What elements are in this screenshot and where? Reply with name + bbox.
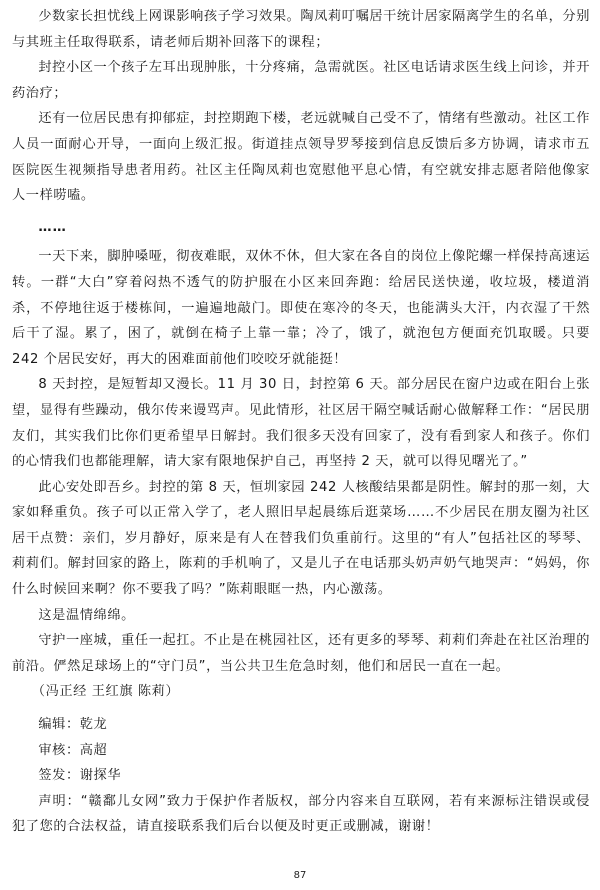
credits-block <box>12 712 590 840</box>
editor-credit: 编辑：乾龙 <box>38 717 108 732</box>
section-ellipsis: …… <box>38 219 67 235</box>
copyright-statement: 声明：“赣鄱儿女网”致力于保护作者版权，部分内容来自互联网，若有来源标注错误或侵犯了您的合法权益，请直接联系我们后台以便及时更正或删减，谢谢！ <box>12 793 590 835</box>
reviewer-credit: 审核：高超 <box>38 742 108 758</box>
article-paragraph: 守护一座城，重任一起扛。不止是在桃园社区，还有更多的琴琴、莉莉们奔赴在社区治理的前沿。俨然足球场上的“守门员”，当公共卫生危急时刻，他们和居民一直在一起。 <box>12 633 590 674</box>
article-paragraph: 少数家长担忧线上网课影响孩子学习效果。陶凤莉叮嘱居干统计居家隔离学生的名单，分别与其班主任取得联系，请老师后期补回落下的课程； <box>12 9 590 50</box>
article-paragraph: 此心安处即吾乡。封控的第 8 天，恒圳家园 242 人核酸结果都是阴性。解封的那一刻，大家如释重负。孩子可以正常入学了，老人照旧早起晨练后逛菜场……不少居民在朋友圈为社区居干点赞：亲们，岁月静好，原来是有人在替我们负重前行。这里的“有人”包括社区的琴琴、莉莉们。解封回家的路上，陈莉的手机响了，又是儿子在电话那头奶声奶气地哭声：“妈妈，你什么时候回来啊？你不要我了吗？”陈莉眼眶一热，内心激荡。 <box>12 479 590 598</box>
article-paragraph: 封控小区一个孩子左耳出现肿胀，十分疼痛，急需就医。社区电话请求医生线上问诊，并开药治疗； <box>12 60 590 101</box>
article-paragraph: 8 天封控，是短暂却又漫长。11 月 30 日，封控第 6 天。部分居民在窗户边或在阳台上张望，显得有些躁动，俄尔传来谩骂声。见此情形，社区居干隔空喊话耐心做解释工作：“居民朋友们，其实我们比你们更希望早日解封。我们很多天没有回家了，没有看到家人和孩子。你们的心情我们也都能理解，请大家有限地保护自己，再坚持 2 天，就可以得见曙光了。” <box>12 377 590 470</box>
article-body <box>12 4 590 705</box>
article-paragraph: 这是温情绵绵。 <box>38 607 135 623</box>
article-paragraph: 一天下来，脚肿嗓哑，彻夜难眠，双休不休，但大家在各自的岗位上像陀螺一样保持高速运转。一群“大白”穿着闷热不透气的防护服在小区来回奔跑：给居民送快递，收垃圾，楼道消杀，不停地往返于楼栋间，一遍遍地敲门。即使在寒冷的冬天，也能满头大汗，内衣湿了干然后干了湿。累了，困了，就倒在椅子上靠一靠；冷了，饿了，就泡包方便面充饥取暖。只要 242 个居民安好，再大的困难面前他们咬咬牙就能挺！ <box>12 249 590 367</box>
approver-credit: 签发：谢探华 <box>38 768 122 784</box>
article-byline: （冯正经 王红旗 陈莉） <box>31 684 180 700</box>
article-paragraph: 还有一位居民患有抑郁症，封控期跑下楼，老远就喊自己受不了，情绪有些激动。社区工作人员一面耐心开导，一面向上级汇报。街道挂点领导罗琴接到信息反馈后多方协调，请求市五医院医生视频指导患者用药。社区主任陶凤莉也宽慰他平息心情，有空就安排志愿者陪他像家人一样唠嗑。 <box>12 111 590 204</box>
page-number: 87 <box>293 870 307 881</box>
